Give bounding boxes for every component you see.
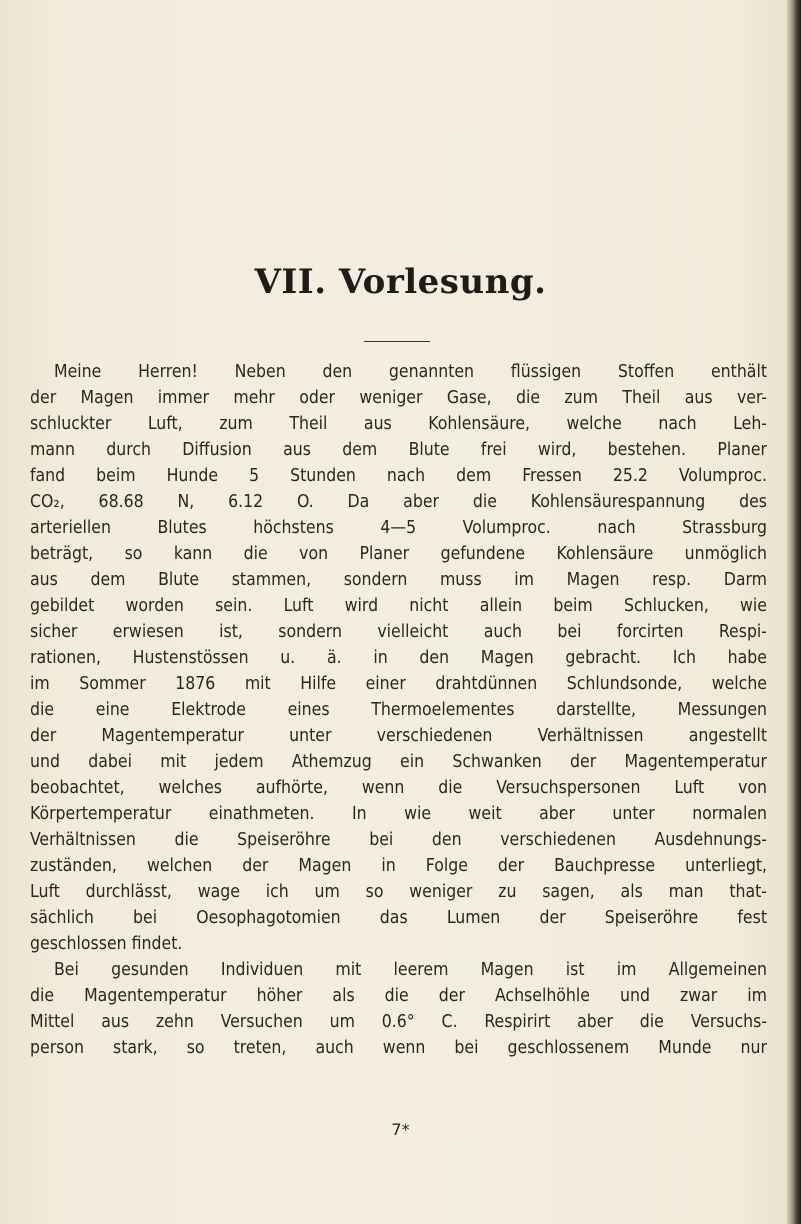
chapter-title: VII. Vorlesung. xyxy=(254,262,547,302)
title-divider xyxy=(364,341,430,342)
text-line: Mittel aus zehn Versuchen um 0.6° C. Respirirt aber die Versuchs- xyxy=(30,1012,767,1032)
text-line: zuständen, welchen der Magen in Folge der Bauchpresse unterliegt, xyxy=(30,856,767,876)
text-line: der Magen immer mehr oder weniger Gase, die zum Theil aus ver- xyxy=(30,388,767,408)
text-line: rationen, Hustenstössen u. ä. in den Magen gebracht. Ich habe xyxy=(30,648,767,668)
text-line: person stark, so treten, auch wenn bei geschlossenem Munde nur xyxy=(30,1038,767,1058)
text-line: fand beim Hunde 5 Stunden nach dem Fressen 25.2 Volumproc. xyxy=(30,466,767,486)
text-line: Bei gesunden Individuen mit leerem Magen ist im Allgemeinen xyxy=(54,960,767,980)
text-line: Verhältnissen die Speiseröhre bei den verschiedenen Ausdehnungs- xyxy=(30,830,767,850)
text-line: geschlossen findet. xyxy=(30,934,183,954)
text-line: CO₂, 68.68 N, 6.12 O. Da aber die Kohlensäurespannung des xyxy=(30,492,767,512)
signature-mark: 7* xyxy=(391,1120,410,1139)
text-line: schluckter Luft, zum Theil aus Kohlensäure, welche nach Leh- xyxy=(30,414,767,434)
text-line: die Magentemperatur höher als die der Achselhöhle und zwar im xyxy=(30,986,767,1006)
text-line: gebildet worden sein. Luft wird nicht allein beim Schlucken, wie xyxy=(30,596,767,616)
text-line: Meine Herren! Neben den genannten flüssigen Stoffen enthält xyxy=(54,362,767,382)
text-line: beobachtet, welches aufhörte, wenn die Versuchspersonen Luft von xyxy=(30,778,767,798)
text-line: mann durch Diffusion aus dem Blute frei wird, bestehen. Planer xyxy=(30,440,767,460)
text-line: sächlich bei Oesophagotomien das Lumen der Speiseröhre fest xyxy=(30,908,767,928)
page-edge-shadow xyxy=(787,0,801,1224)
text-line: im Sommer 1876 mit Hilfe einer drahtdünnen Schlundsonde, welche xyxy=(30,674,767,694)
text-line: sicher erwiesen ist, sondern vielleicht auch bei forcirten Respi- xyxy=(30,622,767,642)
text-line: und dabei mit jedem Athemzug ein Schwanken der Magentemperatur xyxy=(30,752,767,772)
text-line: Körpertemperatur einathmeten. In wie weit aber unter normalen xyxy=(30,804,767,824)
text-line: die eine Elektrode eines Thermoelementes darstellte, Messungen xyxy=(30,700,767,720)
text-line: der Magentemperatur unter verschiedenen Verhältnissen angestellt xyxy=(30,726,767,746)
text-line: beträgt, so kann die von Planer gefundene Kohlensäure unmöglich xyxy=(30,544,767,564)
body-text xyxy=(30,359,767,1061)
text-line: aus dem Blute stammen, sondern muss im Magen resp. Darm xyxy=(30,570,767,590)
text-line: arteriellen Blutes höchstens 4—5 Volumproc. nach Strassburg xyxy=(30,518,767,538)
text-line: Luft durchlässt, wage ich um so weniger zu sagen, als man that- xyxy=(30,882,767,902)
